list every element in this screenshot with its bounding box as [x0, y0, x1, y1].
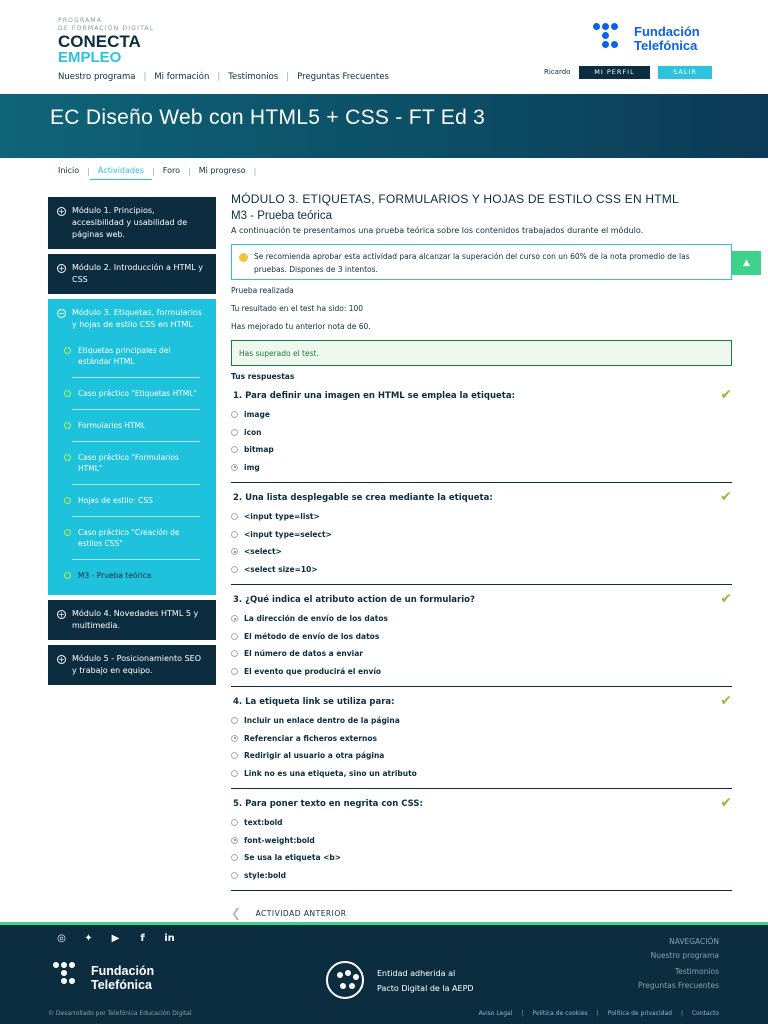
radio-selected-icon[interactable]	[231, 464, 238, 471]
question-block	[231, 381, 732, 483]
sidebar-subitem-current[interactable]	[72, 560, 200, 595]
radio-selected-icon[interactable]	[231, 837, 238, 844]
answer-option[interactable]	[231, 663, 732, 681]
question-title: 4. La etiqueta link se utiliza para:	[233, 697, 395, 707]
answer-label: <select size=10>	[244, 564, 318, 574]
module-sidebar	[48, 197, 216, 690]
circle-icon	[64, 572, 71, 579]
sidebar-module-2[interactable]	[48, 254, 216, 294]
answer-label: Link no es una etiqueta, sino un atributo	[244, 768, 417, 778]
subitem-label: Caso práctico "Creación de estilos CSS"	[78, 528, 180, 548]
answer-options	[231, 610, 732, 680]
subnav-actividades[interactable]: Actividades	[90, 162, 152, 180]
sidebar-module-1[interactable]	[48, 197, 216, 249]
lightbulb-icon	[239, 253, 248, 262]
aepd-text	[377, 966, 474, 996]
top-nav: Nuestro programa | Mi formación | Testimonios | Preguntas Frecuentes	[58, 72, 397, 82]
logo-caption	[58, 17, 154, 33]
answer-label: icon	[244, 427, 262, 437]
module-title: MÓDULO 3. ETIQUETAS, FORMULARIOS Y HOJAS DE ESTILO CSS EN HTML	[231, 192, 679, 206]
intro-text: A continuación te presentamos una prueba teórica sobre los contenidos trabajados durante el módulo.	[231, 226, 644, 235]
question-block	[231, 687, 732, 789]
question-block	[231, 585, 732, 687]
sidebar-module-5[interactable]	[48, 645, 216, 685]
answer-options	[231, 814, 732, 884]
radio-icon[interactable]	[231, 872, 238, 879]
answer-label: El método de envío de los datos	[244, 631, 380, 641]
radio-icon[interactable]	[231, 429, 238, 436]
answer-label: Incluir un enlace dentro de la página	[244, 716, 400, 725]
subitem-label: Caso práctico "Formularios HTML"	[78, 453, 179, 473]
social-links	[55, 933, 176, 944]
answer-label: font-weight:bold	[244, 835, 315, 845]
answer-options	[231, 406, 732, 476]
subitem-label: Etiquetas principales del estándar HTML	[78, 346, 171, 366]
question-block	[231, 789, 732, 891]
answer-option[interactable]	[231, 645, 732, 663]
answers-heading: Tus respuestas	[231, 372, 295, 381]
answer-label: style:bold	[244, 870, 287, 880]
circle-icon	[64, 529, 71, 536]
logo-caption-line-1: PROGRAMA	[58, 17, 103, 24]
user-name: Ricardo	[544, 68, 571, 76]
footer-fundacion-telefonica-logo[interactable]	[53, 962, 173, 992]
subitem-label: Formularios HTML	[78, 421, 146, 430]
sidebar-subitem[interactable]	[72, 410, 200, 442]
answer-label: El evento que producirá el envío	[244, 666, 382, 676]
answer-option[interactable]	[231, 849, 732, 867]
answer-label: img	[244, 462, 260, 472]
expand-icon: +	[58, 655, 65, 664]
module-label: Módulo 3. Etiquetas, formularios y hojas de estilo CSS en HTML	[72, 308, 202, 329]
answer-label: La dirección de envío de los datos	[244, 614, 388, 623]
cookies-link[interactable]: Política de cookies	[532, 1010, 588, 1017]
module-3-subitems	[72, 331, 208, 595]
answer-option[interactable]	[231, 441, 732, 459]
answer-option[interactable]	[231, 526, 732, 544]
answer-option[interactable]	[231, 459, 732, 477]
check-icon: ✔	[720, 489, 732, 505]
sidebar-subitem[interactable]	[72, 485, 200, 517]
radio-icon[interactable]	[231, 513, 238, 520]
radio-selected-icon[interactable]	[231, 615, 238, 622]
expand-icon: +	[58, 610, 65, 619]
answer-option[interactable]	[231, 610, 732, 628]
nav-testimonios[interactable]: Testimonios	[228, 72, 279, 82]
copyright: © Desarrollado por Telefónica Educación Digital	[48, 1010, 192, 1017]
radio-icon[interactable]	[231, 819, 238, 826]
footer-nav-nuestro-programa[interactable]: Nuestro programa	[650, 951, 719, 960]
answer-option[interactable]	[231, 406, 732, 424]
footer-nav-testimonios[interactable]: Testimonios	[674, 967, 719, 976]
radio-icon[interactable]	[231, 770, 238, 777]
site-footer	[0, 922, 768, 1024]
section-title: M3 - Prueba teórica	[231, 210, 332, 222]
question-title: 3. ¿Qué indica el atributo action de un formulario?	[233, 595, 475, 605]
sidebar-subitem[interactable]	[72, 442, 200, 485]
footer-navigation	[638, 935, 719, 993]
fundacion-telefonica-logo[interactable]	[593, 23, 713, 55]
scroll-to-top-button[interactable]	[732, 251, 761, 275]
answer-option[interactable]	[231, 747, 732, 765]
answer-label: Referenciar a ficheros externos	[244, 733, 378, 743]
status-text: Prueba realizada	[231, 286, 294, 295]
brand-line-1: Fundación	[634, 24, 700, 39]
facebook-icon[interactable]: f	[140, 933, 145, 944]
answer-option[interactable]	[231, 543, 732, 561]
subnav-inicio[interactable]: Inicio	[58, 166, 80, 175]
answer-option[interactable]	[231, 424, 732, 442]
radio-icon[interactable]	[231, 566, 238, 573]
answer-label: text:bold	[244, 818, 283, 827]
circle-icon	[64, 454, 71, 461]
course-title: EC Diseño Web con HTML5 + CSS - FT Ed 3	[50, 106, 486, 129]
radio-icon[interactable]	[231, 531, 238, 538]
answer-option[interactable]	[231, 508, 732, 526]
answer-option[interactable]	[231, 867, 732, 885]
subnav-foro[interactable]: Foro	[162, 166, 180, 175]
expand-icon: +	[58, 264, 65, 273]
radio-icon[interactable]	[231, 633, 238, 640]
module-label: Módulo 1. Principios, accesibilidad y usabilidad de páginas web.	[72, 206, 188, 239]
chevron-left-icon: ❮	[231, 906, 242, 920]
answer-label: El número de datos a enviar	[244, 649, 363, 658]
site-header	[0, 0, 768, 94]
sidebar-subitem[interactable]	[72, 335, 200, 378]
expand-icon: +	[58, 207, 65, 216]
radio-icon[interactable]	[231, 752, 238, 759]
radio-icon[interactable]	[231, 411, 238, 418]
radio-selected-icon[interactable]	[231, 735, 238, 742]
subitem-label: Caso práctico "Etiquetas HTML"	[78, 389, 197, 398]
subitem-label: Hojas de estilo: CSS	[78, 496, 153, 505]
radio-icon[interactable]	[231, 668, 238, 675]
radio-icon[interactable]	[231, 446, 238, 453]
answer-options	[231, 508, 732, 578]
contact-link[interactable]: Contacto	[691, 1010, 719, 1017]
logo-caption-line-2: DE FORMACIÓN DIGITAL	[58, 25, 155, 32]
footer-brand-line-2: Telefónica	[91, 978, 152, 992]
radio-icon[interactable]	[231, 717, 238, 724]
instagram-icon[interactable]: ◎	[57, 933, 66, 944]
course-banner	[0, 94, 768, 158]
question-title: 5. Para poner texto en negrita con CSS:	[233, 799, 423, 809]
passed-alert: Has superado el test.	[231, 340, 732, 366]
collapse-icon: −	[58, 309, 65, 318]
nav-mi-formacion[interactable]: Mi formación	[154, 72, 210, 82]
course-subnav: Inicio | Actividades | Foro | Mi progreso |	[58, 162, 256, 180]
logo-conecta[interactable]: CONECTA	[58, 32, 141, 51]
salir-button[interactable]: SALIR	[658, 66, 712, 79]
mi-perfil-button[interactable]: MI PERFIL	[579, 66, 650, 79]
answer-option[interactable]	[231, 730, 732, 748]
answer-label: <input type=select>	[244, 529, 332, 539]
youtube-icon[interactable]: ▶	[111, 933, 120, 944]
module-label: Módulo 4. Novedades HTML 5 y multimedia.	[72, 609, 199, 630]
aepd-line-2: Pacto Digital de la AEPD	[377, 984, 474, 993]
circle-icon	[64, 422, 71, 429]
telefonica-t-icon	[593, 23, 627, 53]
twitter-icon[interactable]: ✦	[84, 933, 93, 944]
answer-label: image	[244, 410, 270, 419]
privacy-link[interactable]: Política de privacidad	[607, 1010, 672, 1017]
question-block	[231, 483, 732, 585]
circle-icon	[64, 497, 71, 504]
sidebar-subitem[interactable]	[72, 378, 200, 410]
radio-icon[interactable]	[231, 854, 238, 861]
legal-links: Aviso Legal | Política de cookies | Política de privacidad | Contacto	[470, 1010, 719, 1017]
info-box	[231, 244, 732, 280]
answer-option[interactable]	[231, 712, 732, 730]
chevron-up-icon: ▲	[743, 258, 750, 268]
sidebar-module-4[interactable]	[48, 600, 216, 640]
answer-label: Se usa la etiqueta <b>	[244, 853, 342, 862]
footer-nav-title: NAVEGACIÓN	[669, 937, 719, 946]
check-icon: ✔	[720, 693, 732, 709]
module-label: Módulo 2. Introducción a HTML y CSS	[72, 263, 204, 284]
subitem-label: M3 - Prueba teórica	[78, 571, 152, 580]
linkedin-icon[interactable]: in	[164, 933, 175, 944]
sidebar-module-3[interactable]	[48, 299, 216, 595]
improvement-text: Has mejorado tu anterior nota de 60.	[231, 322, 371, 331]
answer-option[interactable]	[231, 765, 732, 783]
answer-option[interactable]	[231, 628, 732, 646]
question-title: 2. Una lista desplegable se crea mediante la etiqueta:	[233, 493, 493, 503]
logo-empleo[interactable]: EMPLEO	[58, 49, 122, 66]
footer-brand-line-1: Fundación	[91, 964, 155, 978]
nav-nuestro-programa[interactable]: Nuestro programa	[58, 72, 136, 82]
answer-option[interactable]	[231, 814, 732, 832]
radio-selected-icon[interactable]	[231, 548, 238, 555]
aviso-legal-link[interactable]: Aviso Legal	[478, 1010, 513, 1017]
circle-icon	[64, 390, 71, 397]
info-text: Se recomienda aprobar esta actividad para alcanzar la superación del curso con un 60% de la nota promedio de las pruebas. Dispones de 3 intentos.	[254, 252, 690, 274]
question-title: 1. Para definir una imagen en HTML se emplea la etiqueta:	[233, 391, 515, 401]
answer-option[interactable]	[231, 832, 732, 850]
answer-label: Redirigir al usuario a otra página	[244, 751, 385, 760]
nav-preguntas-frecuentes[interactable]: Preguntas Frecuentes	[297, 72, 389, 82]
answer-options	[231, 712, 732, 782]
check-icon: ✔	[720, 591, 732, 607]
main-content	[231, 192, 732, 891]
footer-nav-preguntas-frecuentes[interactable]: Preguntas Frecuentes	[637, 981, 719, 990]
sidebar-subitem[interactable]	[72, 517, 200, 560]
brand-line-2: Telefónica	[634, 38, 698, 53]
answer-label: <input type=list>	[244, 512, 320, 521]
answer-option[interactable]	[231, 561, 732, 579]
answer-label: bitmap	[244, 445, 274, 454]
score-text: Tu resultado en el test ha sido: 100	[231, 304, 364, 313]
previous-activity-label: ACTIVIDAD ANTERIOR	[255, 909, 347, 918]
subnav-mi-progreso[interactable]: Mi progreso	[198, 166, 246, 175]
aepd-line-1: Entidad adherida al	[377, 969, 456, 978]
answer-label: <select>	[244, 547, 282, 556]
module-label: Módulo 5 - Posicionamiento SEO y trabajo en equipo.	[72, 654, 201, 675]
aepd-icon	[326, 961, 364, 999]
check-icon: ✔	[720, 387, 732, 403]
check-icon: ✔	[720, 795, 732, 811]
question-list	[231, 381, 732, 891]
circle-icon	[64, 347, 71, 354]
radio-icon[interactable]	[231, 650, 238, 657]
previous-activity-link[interactable]	[231, 905, 346, 919]
